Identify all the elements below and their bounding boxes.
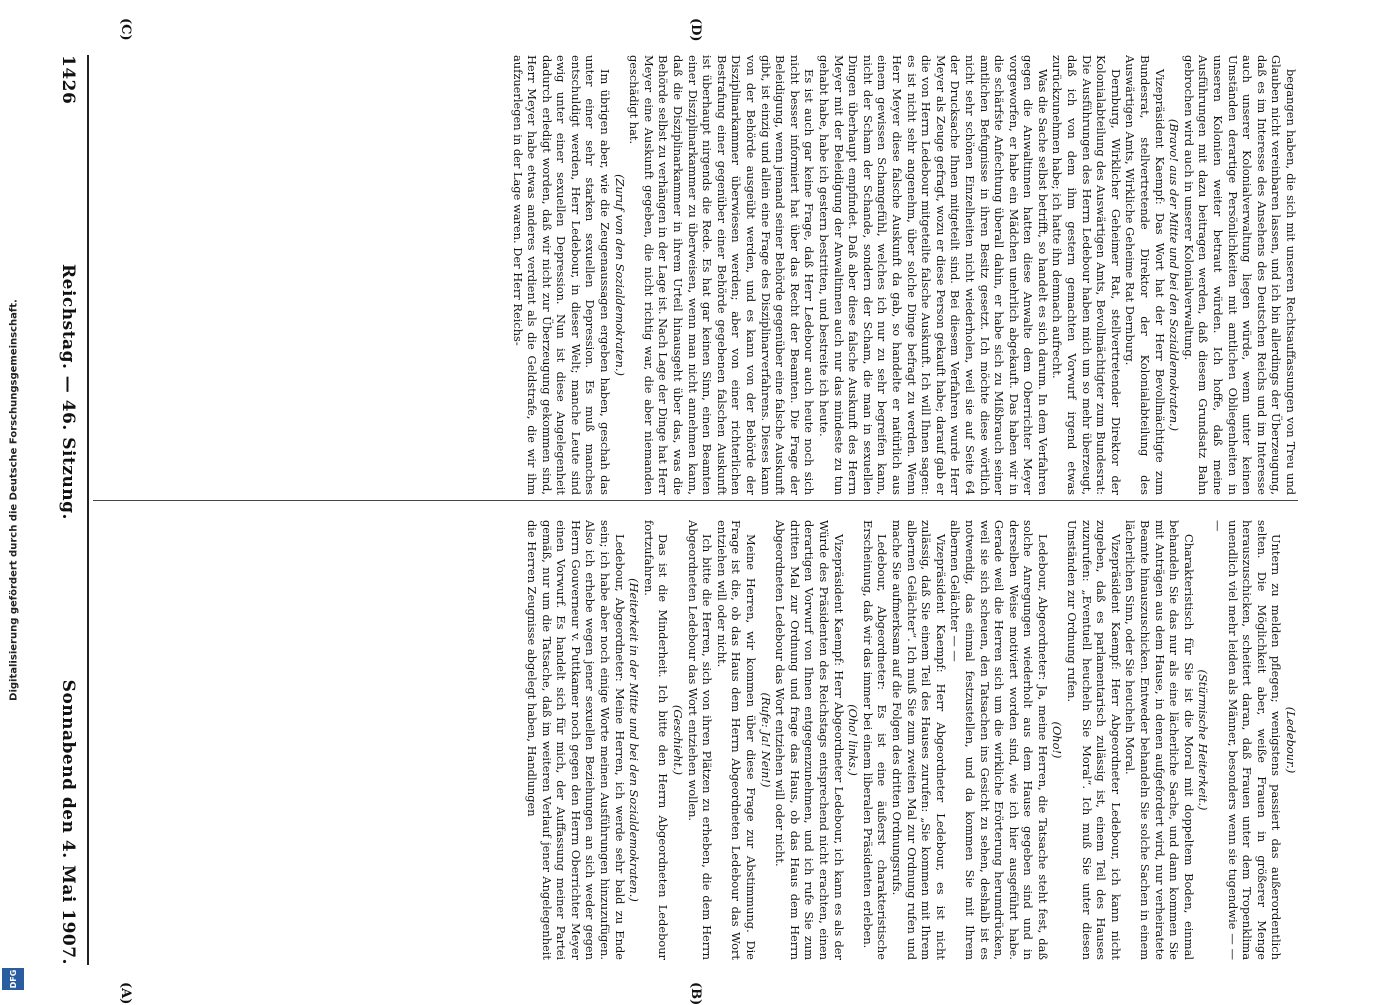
paragraph: (Heiterkeit in der Mitte und bei den Sozialdemokraten.) xyxy=(627,578,642,902)
margin-marker-b: (B) xyxy=(688,982,703,1005)
paragraph: (Rufe: Ja! Nein!) xyxy=(758,692,773,788)
paragraph: Ledebour, Abgeordneter: Es ist eine äußerst charakteristische Erscheinung, daß wir das immer bei einem liberalen Präsidenten erleben. xyxy=(860,520,890,960)
margin-marker-a: (A) xyxy=(118,982,133,1005)
header-rule xyxy=(87,55,89,965)
paragraph: Vizepräsident Kaempf: Herr Abgeordneter Ledebour, es ist nicht zulässig, daß Sie einem Teil des Hauses zurufen: „Sie kommen mit Ihrem albernen Gelächter“. Ich muß Sie zum zweiten Mal zur Ordnung rufen und mache Sie aufmerksam auf die Folgen des dritten Ordnungsrufs. xyxy=(889,520,948,960)
left-column xyxy=(93,520,1298,960)
paragraph: Vizepräsident Kaempf: Das Wort hat der Herr Bevollmächtigte zum Bundesrat, stellvertretende Direktor der Kolonialabteilung des Auswärtigen Amts, Wirkliche Geheime Rat Dernburg. xyxy=(1123,55,1167,495)
right-column xyxy=(93,55,1298,495)
paragraph: Es ist auch gar keine Frage, daß Herr Ledebour auch heute noch sich nicht besser informiert hat über das Recht der Beamten. Die Frage der Beleidigung, wenn jemand seiner Behörde gegenüber eine falsche Auskunft gibt, ist einzig und allein eine Frage des Disziplinarverfahrens. Dieses kann von der Behörde ausgeübt werden, und es kann von der Behörde der Disziplinarkammer überwiesen werden; aber von einer richterlichen Bestrafung einer gegenüber einer Behörde gegebenen falschen Auskunft ist überhaupt nirgends die Rede. Es hat gar keinen Sinn, einen Beamten einer Disziplinarkammer zu überweisen, wenn man nicht annehmen kann, daß die Disziplinarkammer in ihrem Urteil hinausgeht über das, was die Behörde selbst zu verhängen in der Lage ist. Nach Lage der Dinge hat Herr Meyer eine Auskunft gegeben, die nicht richtig war, die aber niemanden geschädigt hat. xyxy=(627,55,817,495)
paragraph: Ledebour, Abgeordneter: Meine Herren, ich werde sehr bald zu Ende sein; ich habe aber noch einige Worte meinen Ausführungen hinzuzufügen. Also ich erhebe wegen jener sexuellen Beziehungen an sich weder gegen Herrn Gouverneur v. Puttkamer noch gegen den Herrn Oberrichter Meyer einen Vorwurf. Es handelt sich für mich, der Auffassung meiner Partei gemäß, nur um die Tatsache, daß im weiteren Verlauf jener Angelegenheit die Herren Zeugnisse abgelegt haben, Handlungen xyxy=(525,520,627,960)
margin-marker-c: (C) xyxy=(118,18,133,41)
paragraph: (Stürmische Heiterkeit.) xyxy=(1196,669,1211,811)
paragraph: Was die Sache selbst betrifft, so handelt es sich darum. In dem Verfahren gegen die Anwaltinnen hatten diese Anwalte dem Oberrichter Meyer vorgeworfen, er habe ein Mädchen unehrlich abgekauft. Das haben wir in die schärfste Anfechtung überall dahin, er habe sich zu Mißbrauch seiner amtlichen Befugnisse in ihren Besitz gesetzt. Ich möchte diese wörtlich nicht sehr schönen Einzelheiten nicht wiederholen, weil sie auf Seite 64 der Drucksache Ihnen mitgeteilt sind. Bei diesem Verfahren wurde Herr Meyer als Zeuge gefragt, wozu er diese Person gekauft habe; darauf gab er die von Herrn Ledebour mitgeteilte falsche Auskunft. Ich will Ihnen sagen: es ist nicht sehr angenehm, über solche Dinge befragt zu werden. Wenn Herr Meyer diese falsche Auskunft da gab, so handelte er natürlich aus einem gewissen Schamgefühl, welches ich nur zu sehr begreifen kann, nicht der Scham der Schande, sondern der Scham, die man in sexuellen Dingen überhaupt empfindet. Daß aber diese falsche Auskunft des Herrn Meyer mit der Beleidigung der Anwaltinnen auch nur das mindeste zu tun gehabt habe, habe ich gestern bestritten, und bestreite ich heute. xyxy=(817,55,1050,495)
paragraph: (Ledebour.) xyxy=(1284,706,1298,774)
paragraph: Vizepräsident Kaempf: Herr Abgeordneter Ledebour, ich kann es als der Würde des Präsidenten des Reichstags entsprechend nicht erachten, einen derartigen Vorwurf von Ihnen entgegenzunehmen, und ich rufe Sie zum dritten Mal zur Ordnung und frage das Haus, ob das Haus dem Herrn Abgeordneten Ledebour das Wort entziehen will oder nicht. xyxy=(773,520,846,960)
paragraph: Ich bitte die Herren, sich von ihren Plätzen zu erheben, die dem Herrn Abgeordneten Ledebour das Wort entziehen wollen. xyxy=(685,520,715,960)
paragraph: Charakteristisch für Sie ist die Moral mit doppeltem Boden, einmal behandeln Sie das nur als eine lächerliche Sache, und dann kommen Sie mit Anträgen aus dem Hause, in denen aufgefordert wird, nur verheiratete Beamte hinauszuschicken. Entweder behandeln Sie solche Sachen in einem lächerlichen Sinn, oder Sie heucheln Moral. xyxy=(1123,520,1196,960)
paragraph: Untern zu melden pflegen; wenigstens passiert das außerordentlich selten. Die Möglichkeit aber, weiße Frauen in größerer Menge herauszuschicken, scheitert daran, daß Frauen unter dem Tropenklima unendlich viel mehr leiden als Männer, besonders wenn sie tugendwie — — — xyxy=(1211,520,1284,960)
paragraph: Ledebour, Abgeordneter: Ja, meine Herren, die Tatsache steht fest, daß solche Anregungen wiederholt aus dem Hause gegeben sind und in derselben Weise motiviert worden sind, wie ich hier ausgeführt habe. Gerade weil die Herren sich um die wirkliche Erörterung herumdrücken, weil sie sich scheuen, den Tatsachen ins Gesicht zu sehen, deshalb ist es notwendig, das einmal festzustellen, und da kommen Sie mit Ihrem albernen Gelächter — — xyxy=(948,520,1050,960)
dfg-logo: DFG xyxy=(2,968,24,990)
page-number: 1426 xyxy=(58,55,78,105)
paragraph: (Zuruf von den Sozialdemokraten.) xyxy=(612,174,627,376)
paragraph: (Geschieht.) xyxy=(671,704,686,776)
page-header xyxy=(51,55,85,965)
paragraph: Vizepräsident Kaempf: Herr Abgeordneter Ledebour, ich kann nicht zugeben, daß es parlamentarisch zulässig ist, einem Teil des Hauses zuzurufen: „Eventuell heucheln Sie Moral“. Ich muß Sie unter diesen Umständen zur Ordnung rufen. xyxy=(1065,520,1123,960)
margin-marker-d: (D) xyxy=(688,18,703,42)
digitization-note: Digitalisierung gefördert durch die Deutsche Forschungsgemeinschaft. xyxy=(8,299,20,701)
paragraph: Meine Herren, wir kommen über diese Frage zur Abstimmung. Die Frage ist die, ob das Haus dem Herrn Abgeordneten Ledebour das Wort entziehen will oder nicht. xyxy=(714,520,759,960)
paragraph: (Oho! links.) xyxy=(846,704,861,776)
paragraph: begangen haben, die sich mit unseren Rechtsauffassungen von Treu und Glauben nicht vereinbaren lassen, und ich bin allerdings der Überzeugung, daß es im Interesse des Ansehens des Deutschen Reichs und im Interesse auch unserer Kolonialverwaltung liegen würde, wenn unter keinen Umständen derartige Persönlichkeiten mit amtlichen Obliegenheiten in unseren Kolonien weiter betraut würden. Ich hoffe, daß meine Ausführungen mit dazu beitragen werden, daß diesem Grundsatz Bahn gebrochen wird auch in unserer Kolonialverwaltung. xyxy=(1181,55,1298,495)
page-title: Reichstag. — 46. Sitzung. xyxy=(58,264,78,520)
paragraph: Das ist die Minderheit. Ich bitte den Herrn Abgeordneten Ledebour fortzufahren. xyxy=(641,520,671,960)
column-divider xyxy=(93,500,1298,501)
paragraph: Dernburg, Wirklicher Geheimer Rat, stellvertretender Direktor der Kolonialabteilung des Auswärtigen Amts, Bevollmächtigter zum Bundesrat: Die Ausführungen des Herrn Ledebour haben mich um so mehr überzeugt, daß ich von dem ihm gestern gemachten Vorwurf irgend etwas zurückzunehmen habe; ich hatte ihn demnach aufrecht. xyxy=(1050,55,1123,495)
paragraph: (Bravo! aus der Mitte und bei den Sozialdemokraten.) xyxy=(1167,118,1182,432)
paragraph: (Oho!) xyxy=(1050,721,1065,759)
paragraph: Im übrigen aber, wie die Zeugenaussagen ergeben haben, geschah das unter einer sehr starken sexuellen Depression. Es muß manches entschuldigt werden, Herr Ledebour, in dieser Welt; manche Leute sind ewig unter einer sexuellen Depression. Nun ist diese Angelegenheit dadurch erledigt worden, daß wir nicht zur Überzeugung gekommen sind, Herr Meyer habe etwas anderes verdient als die Geldstrafe, die wir ihm aufzuerlegen in der Lage waren. Der Herr Reichs- xyxy=(510,55,613,495)
page-date: Sonnabend den 4. Mai 1907. xyxy=(58,679,78,965)
